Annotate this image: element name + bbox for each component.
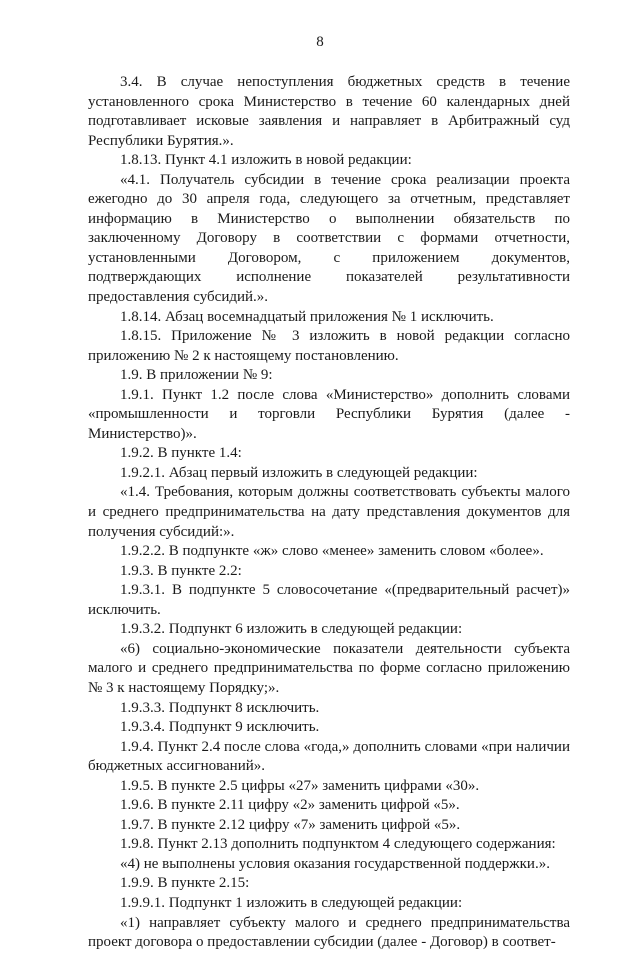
paragraph: 1.9.3. В пункте 2.2: [120, 562, 242, 579]
paragraph: 1.9.3.4. Подпункт 9 исключить. [120, 719, 320, 736]
paragraph: 1.9.2. В пункте 1.4: [120, 445, 242, 462]
paragraph: «4) не выполнены условия оказания государственной поддержки.». [120, 855, 550, 872]
paragraph: 1.9.5. В пункте 2.5 цифры «27» заменить цифрами «30». [120, 777, 480, 794]
paragraph: 1.9. В приложении № 9: [120, 367, 273, 384]
paragraph: 1.9.2.1. Абзац первый изложить в следующей редакции: [120, 464, 478, 481]
paragraph: 1.9.3.2. Подпункт 6 изложить в следующей редакции: [120, 621, 463, 638]
paragraph: «1.4. Требования, которым должны соответствовать субъекты малого и среднего предпринимательства на дату представления документов для получения субсидий:». [88, 484, 570, 540]
paragraph: 1.9.8. Пункт 2.13 дополнить подпунктом 4 следующего содержания: [120, 836, 556, 853]
paragraph: «1) направляет субъекту малого и среднего предпринимательства проект договора о предоставлении субсидии (далее - Договор) в соответ- [88, 914, 570, 951]
paragraph: 1.9.9.1. Подпункт 1 изложить в следующей редакции: [120, 894, 463, 911]
paragraph: 1.9.3.1. В подпункте 5 словосочетание «(предварительный расчет)» исключить. [88, 582, 570, 618]
paragraph: 1.8.14. Абзац восемнадцатый приложения № 1 исключить. [120, 308, 494, 325]
paragraph: 1.9.7. В пункте 2.12 цифру «7» заменить цифрой «5». [120, 816, 461, 833]
paragraph: 3.4. В случае непоступления бюджетных средств в течение установленного срока Министерство в течение 60 календарных дней подготавливает исковые заявления и направляет в Арбитражный суд Республики Бурятия.». [88, 74, 570, 149]
paragraph: «6) социально-экономические показатели деятельности субъекта малого и среднего предпринимательства по форме согласно приложению № 3 к настоящему Порядку;». [88, 640, 570, 696]
document-body [88, 73, 570, 953]
paragraph: 1.9.4. Пункт 2.4 после слова «года,» дополнить словами «при наличии бюджетных ассигнований». [88, 738, 570, 775]
paragraph: 1.8.13. Пункт 4.1 изложить в новой редакции: [120, 152, 412, 169]
paragraph: 1.9.1. Пункт 1.2 после слова «Министерство» дополнить словами «промышленности и торговли Республики Бурятия (далее - Министерство)». [88, 386, 570, 442]
paragraph: 1.9.6. В пункте 2.11 цифру «2» заменить цифрой «5». [120, 797, 460, 814]
paragraph: «4.1. Получатель субсидии в течение срока реализации проекта ежегодно до 30 апреля года, следующего за отчетным, представляет информацию в Министерство о выполнении обязательств по заключенному Договору в соответствии с формами отчетности, установленными Договором, с приложением документов, подтверждающих исполнение показателей результативности предоставления субсидий.». [88, 171, 570, 306]
paragraph: 1.9.2.2. В подпункте «ж» слово «менее» заменить словом «более». [120, 543, 544, 560]
paragraph: 1.9.3.3. Подпункт 8 исключить. [120, 699, 320, 716]
paragraph: 1.8.15. Приложение № 3 изложить в новой редакции согласно приложению № 2 к настоящему постановлению. [88, 328, 570, 364]
paragraph: 1.9.9. В пункте 2.15: [120, 875, 250, 892]
page-number: 8 [316, 34, 324, 50]
